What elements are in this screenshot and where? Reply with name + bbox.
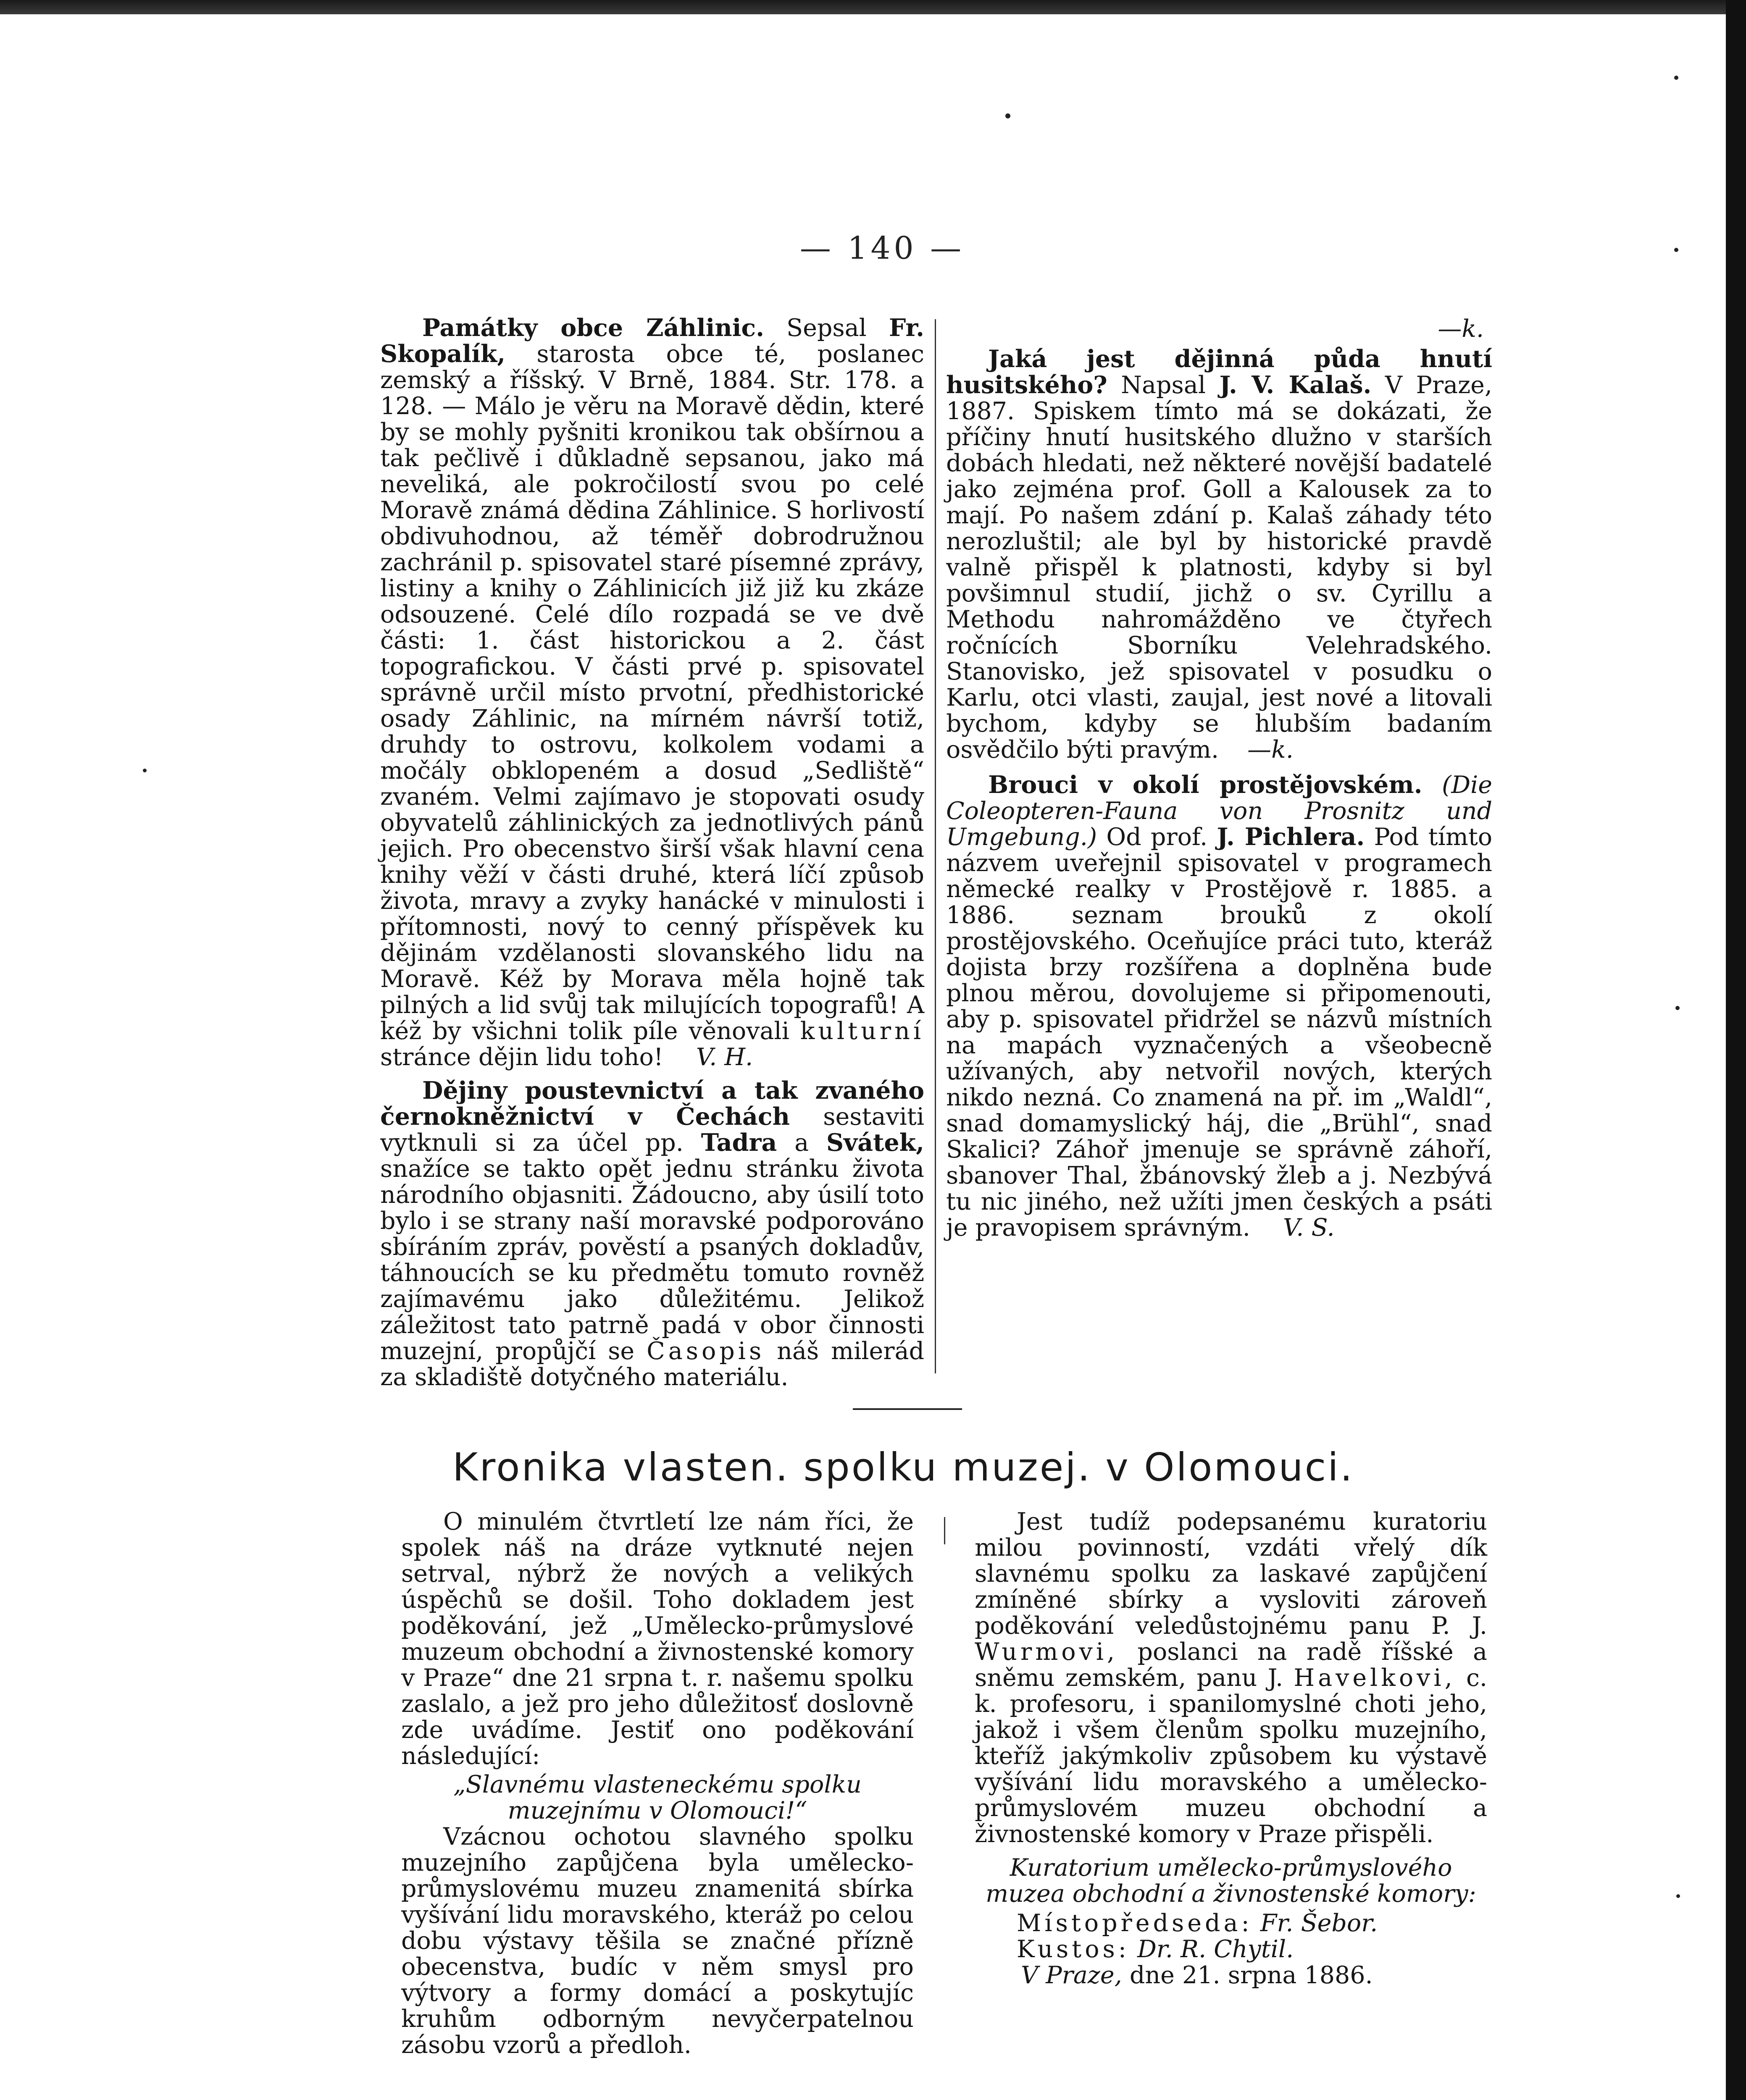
scan-speck (1676, 1894, 1680, 1898)
scan-speck (1005, 113, 1010, 118)
review-body: V Praze, 1887. Spiskem tímto má se dokázati, že příčiny hnutí husitského dlužno v starších dobách hledati, než některé novější badatelé jako zejména prof. Goll a Kalousek za to mají. Po našem zdání p. Kalaš záhady této nerozluštil; ale byl by historické pravdě valně přispěl k platnosti, kdyby si byl povšimnul studií, jichž o sv. Cyrillu a Methodu nahromážděno ve čtyřech ročnících Sborníku Velehradského. Stanovisko, jež spisovatel v posudku o Karlu, otci vlasti, zaujal, jest nové a litovali bychom, kdyby se hlubším badaním osvědčilo býti pravým. (946, 371, 1493, 764)
signatory-name: Dr. R. Chytil. (1137, 1935, 1294, 1963)
letter-signatory (975, 1936, 1487, 1962)
review-author: J. V. Kalaš. (1219, 371, 1372, 399)
letter-text: poslanci na radě říšské a sněmu zemském, panu J. (975, 1638, 1487, 1692)
column-divider (935, 319, 936, 1373)
journal-name: Časopis (647, 1337, 765, 1365)
review-signature: —k. (1247, 736, 1294, 764)
review-signature: V. H. (696, 1043, 753, 1071)
signatory-role: Kustos: (1017, 1935, 1130, 1963)
review-title: Památky obce Záhlinic. (422, 314, 764, 342)
scan-speck (1674, 248, 1678, 252)
review-author-intro: Od prof. (1106, 823, 1208, 851)
scan-right-edge (1726, 0, 1746, 2100)
review-author-intro: Sepsal (786, 314, 867, 342)
review-author: Svátek, (826, 1129, 924, 1157)
review-husitstvi (946, 346, 1492, 763)
letter-name: Wurmovi, (975, 1638, 1118, 1666)
letter-date-line (975, 1962, 1487, 1988)
review-body: snažíce se takto opět jednu stránku života národního objasniti. Žádoucno, aby úsilí toto bylo i se strany naší moravské podporováno sbíráním zpráv, pověstí a psaných dokladův, táhnoucích se ku předmětu tomuto rovněž zajímavému jako důležitému. Jelikož záležitost tato patrně padá v obor činnosti muzejní, propůjčí se (380, 1155, 924, 1365)
page-number: — 140 — (799, 230, 965, 266)
letter-salutation: „Slavnému vlasteneckému spolku muzejnímu v Olomouci!“ (453, 1771, 862, 1824)
scan-top-edge (0, 0, 1746, 14)
signatory-name: Fr. Šebor. (1260, 1909, 1378, 1937)
letter-name: Havelkovi, (1294, 1664, 1456, 1692)
review-title: Brouci v okolí prostějovském. (988, 771, 1423, 799)
letter-text: c. k. profesoru, i spanilomyslné choti jeho, jakož i všem členům spolku muzejního, kteříž jakýmkoliv způsobem ku výstavě vyšívání lidu moravského a umělecko-průmyslovém muzeu obchodní a živnostenské komory v Praze přispěli. (975, 1664, 1487, 1848)
signatory-role: Místopředseda: (1017, 1909, 1253, 1937)
review-title: Jaká jest dějinná půda hnutí husitského? (946, 345, 1492, 399)
review-body: náš milerád za skladiště dotyčného materiálu. (380, 1337, 924, 1391)
letter-place: V Praze, (1021, 1961, 1122, 1989)
review-title: Dějiny poustevnictví a tak zvaného černokněžnictví v Čechách (380, 1076, 924, 1131)
section-title: Kronika vlasten. spolku muzej. v Olomouci. (452, 1445, 1354, 1490)
review-author: J. Pichlera. (1217, 823, 1365, 851)
letter-date: dne 21. srpna 1886. (1129, 1961, 1373, 1989)
review-body: starosta obce té, poslanec zemský a říšský. V Brně, 1884. Str. 178. a 128. — Málo je věru na Moravě dědin, které by se mohly pyšniti kronikou tak obšírnou a tak pečlivě i důkladně sepsanou, jako má neveliká, ale pokročilostí svou po celé Moravě známá dědina Záhlinice. S horlivostí obdivuhodnou, až téměř dobrodružnou zachránil p. spisovatel staré písemné zprávy, listiny a knihy o Záhlinicích již již ku zkáze odsouzené. Celé dílo rozpadá se ve dvě části: 1. část historickou a 2. část topografickou. V části prvé p. spisovatel správně určil místo prvotní, předhistorické osady Záhlinic, na mírném návrší totiž, druhdy to ostrovu, kolkolem vodami a močály obklopeném a dosud „Sedliště“ zvaném. Velmi zajímavo je stopovati osudy obyvatelů záhlinických za jednotlivých pánů jejich. Pro obecenstvo širší však hlavní cena knihy věží v části druhé, která líčí způsob života, mravy a zvyky hanácké v minulosti i přítomnosti, nový to cenný příspěvek ku dějinám vzdělanosti slovanského lidu na Moravě. Kéž by Morava měla hojně tak pilných a lid svůj tak milujících topografů! A kéž by všichni tolik píle věnovali (380, 340, 924, 1045)
column-right-bottom (975, 1509, 1487, 1988)
column-left-bottom (401, 1509, 914, 2058)
review-conj: a (794, 1129, 809, 1157)
scan-speck (143, 769, 147, 772)
letter-signatory (975, 1910, 1487, 1936)
section-separator (853, 1408, 962, 1410)
review-poustevnictvi (380, 1078, 924, 1390)
review-author-intro: Napsal (1121, 371, 1206, 399)
review-author: Fr. Skopalík, (380, 314, 925, 368)
review-subtitle: (Die Coleopteren-Fauna von Prosnitz und Umgebung.) (946, 771, 1492, 851)
review-signature: V. S. (1283, 1214, 1335, 1242)
column-left-top (380, 315, 924, 1390)
review-body: Pod tímto názvem uveřejnil spisovatel v programech německé realky v Prostějově r. 1885. a 1886. seznam brouků z okolí prostějovského. Oceňujíce práci tuto, kteráž dojista brzy rozšířena a doplněna bude plnou měrou, dovolujeme si připomenouti, aby p. spisovatel přidržel se názvů místních na mapách vyznačených a všeobecně užívaných, aby netvořil nových, kterých nikdo nezná. Co znamená na př. im „Waldl“, snad domamyslický háj, die „Brühl“, snad Skalici? Záhoř jmenuje se správně záhoří, sbanover Thal, žbánovský žleb a j. Nezbývá tu nic jiného, než užíti jmen českých a psáti je pravopisem správným. (946, 823, 1493, 1242)
scan-speck (1674, 76, 1678, 80)
column-divider-short (944, 1517, 945, 1544)
review-body-end: stránce dějin lidu toho! (380, 1043, 663, 1071)
letter-text: Jest tudíž podepsanému kuratoriu milou povinností, vzdáti vřelý dík slavnému spolku za laskavé zapůjčení zmíněné sbírky a vysloviti zároveň poděkování veledůstojnému panu P. J. (975, 1508, 1487, 1640)
review-author: Tadra (701, 1129, 777, 1157)
column-right-top (946, 316, 1492, 1241)
review-emphasis: kulturní (800, 1017, 924, 1045)
review-signature: —k. (1438, 315, 1484, 343)
letter-paragraph: Vzácnou ochotou slavného spolku muzejního zapůjčena byla umělecko-průmyslovému muzeu znamenitá sbírka vyšívání lidu moravského, kteráž po celou dobu výstavy těšila se značné přízně obecenstva, budíc v něm smysl pro výtvory a formy domácí a poskytujíc kruhům odborným nevyčerpatelnou zásobu vzorů a předloh. (401, 1823, 914, 2059)
scan-speck (1675, 1006, 1680, 1010)
review-brouci (946, 772, 1492, 1241)
letter-paragraph-thanks (975, 1509, 1487, 1847)
chronicle-paragraph: O minulém čtvrtletí lze nám říci, že spolek náš na dráze vytknuté nejen setrval, nýbrž že nových a velikých úspěchů se došil. Toho dokladem jest poděkování, jež „Umělecko-průmyslové muzeum obchodní a živnostenské komory v Praze“ dne 21 srpna t. r. našemu spolku zaslalo, a jež pro jeho důležitosť doslovně zde uvádíme. Jestiť ono poděkování následující: (401, 1508, 914, 1770)
review-zahlinice (380, 315, 924, 1070)
letter-closing: Kuratorium umělecko-průmyslového muzea obchodní a živnostenské komory: (986, 1854, 1476, 1908)
review-body: sestaviti vytknuli si za účel pp. (380, 1103, 924, 1157)
